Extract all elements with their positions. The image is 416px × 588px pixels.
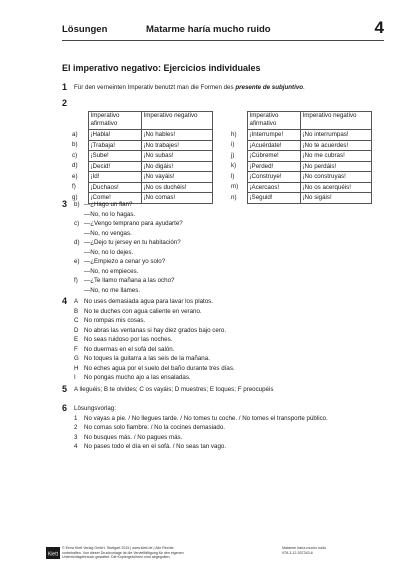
exercise-5 bbox=[62, 385, 273, 395]
column-header: Imperativo negativo bbox=[141, 112, 212, 130]
page-title: El imperativo negativo: Ejercicios individuales bbox=[62, 63, 261, 73]
footer-reference: Matarme haría mucho ruido 978-3-12-537343-6 bbox=[282, 546, 327, 555]
header-number: 4 bbox=[374, 18, 384, 37]
table-row: c) ¡Sube! ¡No subas! bbox=[62, 151, 212, 162]
column-header: Imperativo afirmativo bbox=[88, 112, 141, 130]
list-item: 3 No busques más. / No pagues más. bbox=[74, 433, 183, 441]
page-header bbox=[62, 18, 384, 40]
exercise-number: 5 bbox=[62, 384, 68, 394]
list-item: A No uses demasiada agua para lavar los platos. bbox=[74, 298, 213, 305]
table-row: e) ¡Id! ¡No vayáis! bbox=[62, 172, 212, 183]
exercise-5-text: A lleguéis; B te olvides; C os vayáis; D muestres; E toques; F preocupéis bbox=[74, 386, 274, 393]
exercise-number: 6 bbox=[62, 403, 68, 413]
list-item: 4 No pases todo el día en el sofá. / No seas tan vago. bbox=[74, 443, 227, 450]
list-item: b) —¿Hago un flan? —No, no lo hagas. bbox=[74, 201, 136, 218]
list-item: F No duermas en el sofá del salón. bbox=[74, 345, 175, 353]
exercise-number: 1 bbox=[62, 82, 68, 92]
table-row: d) ¡Decid! ¡No digáis! bbox=[62, 161, 212, 172]
list-item: e) —¿Empiezo a cenar yo solo? —No, no empieces. bbox=[74, 258, 166, 275]
list-item: H No eches agua por el suelo del baño durante tres días. bbox=[74, 364, 235, 372]
table-row: b) ¡Trabaja! ¡No trabajes! bbox=[62, 140, 212, 151]
exercise-number: 2 bbox=[62, 98, 68, 108]
list-item: C No rompas mis cosas. bbox=[74, 317, 146, 324]
exercise-6 bbox=[62, 404, 328, 452]
list-item: 1 No vayas a pie. / No llegues tarde. / No tomes tu coche. / No tomes el transporte público. bbox=[74, 414, 328, 422]
svg-text:Klett: Klett bbox=[47, 551, 59, 558]
exercise-6-intro: Lösungsvorlag: bbox=[74, 405, 116, 412]
list-item: f) —¿Te llamo mañana a las ocho? —No, no me llames. bbox=[74, 277, 175, 294]
header-section: Lösungen bbox=[62, 24, 108, 35]
footer-copyright: © Ernst Klett Verlag GmbH, Stuttgart 2015 | www.klett.de | Alle Rechte vorbehalten. Von dieser Druckvorlage ist die Vervielfältigung für den eigenen Unterrichtsgebrauch gestattet. Die Kopiergebühren sind abgegolten. bbox=[62, 546, 184, 559]
table-row: h) ¡Interrumpe! ¡No interrumpas! bbox=[221, 130, 371, 141]
list-item: D No abras las ventanas si hay diez grados bajo cero. bbox=[74, 326, 227, 334]
table-row: i) ¡Acuérdate! ¡No te acuerdes! bbox=[221, 140, 371, 151]
table-row: f) ¡Duchaos! ¡No os duchéis! bbox=[62, 182, 212, 193]
table-row: l) ¡Construye! ¡No construyas! bbox=[221, 172, 371, 183]
list-item: d) —¿Dejo tu jersey en tu habitación? —No, no lo dejes. bbox=[74, 239, 181, 256]
table-row: k) ¡Perded! ¡No perdáis! bbox=[221, 161, 371, 172]
list-item: c) —¿Vengo temprano para ayudarte? —No, no vengas. bbox=[74, 220, 183, 237]
list-item: I No pongas mucho ajo a las ensaladas. bbox=[74, 374, 191, 381]
list-item: G No toques la guitarra a las seis de la mañana. bbox=[74, 355, 210, 362]
header-rule bbox=[62, 40, 384, 41]
column-header: Imperativo negativo bbox=[300, 112, 371, 130]
klett-logo-icon bbox=[46, 547, 60, 559]
table-row: m) ¡Acercaos! ¡No os acerquéis! bbox=[221, 182, 371, 193]
table-row: n) ¡Seguid! ¡No sigáis! bbox=[221, 193, 371, 204]
table-row: a) ¡Habla! ¡No hables! bbox=[62, 130, 212, 141]
header-chapter: Matarme haría mucho ruido bbox=[146, 24, 271, 35]
imperative-table-left bbox=[62, 111, 213, 204]
exercise-1-text: Für den verneinten Imperativ benutzt man die Formen des presente de subjuntivo. bbox=[74, 84, 305, 91]
column-header: Imperativo afirmativo bbox=[247, 112, 300, 130]
table-row: j) ¡Cúbreme! ¡No me cubras! bbox=[221, 151, 371, 162]
exercise-number: 4 bbox=[62, 296, 68, 306]
list-item: B No te duches con agua caliente en verano. bbox=[74, 307, 202, 315]
exercise-3 bbox=[62, 200, 183, 295]
exercise-4 bbox=[62, 297, 235, 383]
imperative-table-right bbox=[221, 111, 372, 204]
list-item: E No seas ruidoso por las noches. bbox=[74, 336, 173, 343]
table-row: g) ¡Come! ¡No comas! bbox=[62, 193, 212, 204]
list-item: 2 No comas solo fiambre. / No la cocines demasiado. bbox=[74, 424, 226, 431]
exercise-number: 3 bbox=[62, 199, 68, 209]
exercise-1 bbox=[62, 83, 305, 93]
